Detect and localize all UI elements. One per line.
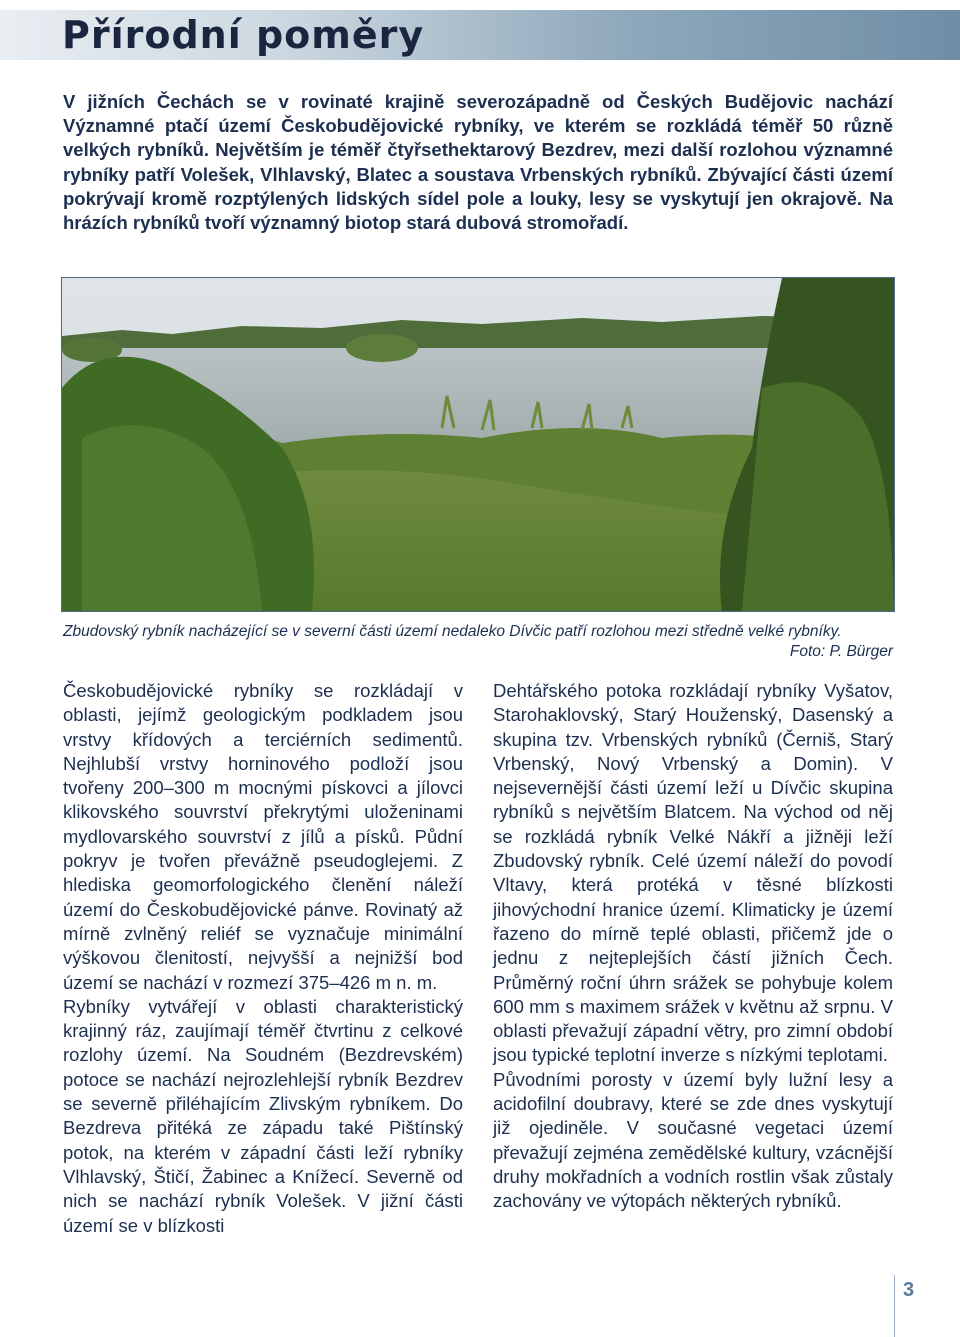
photo-credit: Foto: P. Bürger	[789, 643, 893, 660]
right-paragraph-2: Původními porosty v území byly lužní lesy a acidofilní doubravy, které se zde dnes vyskytují již ojediněle. V současné vegetaci území převažují zejména zemědělské kultury, vzácnější druhy mokřadních a vodních rostlin však zůstaly zachovány ve výtopách některých rybníků.	[493, 1068, 893, 1212]
page-number-rule	[894, 1275, 895, 1337]
right-paragraph-1: Dehtářského potoka rozkládají rybníky Vyšatov, Starohaklovský, Starý Houženský, Dasenský a skupina tzv. Vrbenských rybníků (Černiš, Starý Vrbenský, Nový Vrbenský a Domin). V nejsevernější části území leží u Dívčic skupina rybníků s největším Blatcem. Na východ od něj se rozkládá rybník Velké Nákří a jižněji leží Zbudovský rybník. Celé území náleží do povodí Vltavy, která protéká v těsné blízkosti jihovýchodní hranice území. Klimaticky je území řazeno do mírně teplé oblasti, přičemž jde o jednu z nejteplejších částí jižních Čech. Průměrný roční úhrn srážek se pohybuje kolem 600 mm s maximem srážek v květnu až srpnu. V oblasti převažují západní větry, pro zimní období jsou typické teplotní inverze s nízkými teplotami.	[493, 680, 893, 1066]
left-paragraph-1: Českobudějovické rybníky se rozkládají v oblasti, jejímž geologickým podkladem jsou vrstvy křídových a terciérních sedimentů. Nejhlubší vrstvy horninového podloží jsou tvořeny 200–300 m mocnými pískovci a jílovci klikovského souvrství překrytými uloženinami mydlovarského souvrství z jílů a písků. Půdní pokryv je tvořen převážně pseudoglejemi. Z hlediska geomorfologického členění náleží území do Českobudějovické pánve. Rovinatý až mírně zvlněný reliéf se vyznačuje minimální výškovou členitostí, nejvyšší a nejnižší bod území se nachází v rozmezí 375–426 m n. m.	[63, 680, 463, 993]
page-title: Přírodní poměry	[62, 13, 425, 57]
pond-photo	[61, 277, 895, 612]
body-column-left	[63, 679, 463, 1238]
body-column-right	[493, 679, 893, 1214]
left-paragraph-2: Rybníky vytvářejí v oblasti charakteristický krajinný ráz, zaujímají téměř čtvrtinu z celkové rozlohy území. Na Soudném (Bezdrevském) potoce se nachází nejrozlehlejší rybník Bezdrev se severně přiléhajícím Zlivským rybníkem. Do Bezdreva přitéká ze západu také Pištínský potok, na kterém v západní části leží rybníky Vlhlavský, Štičí, Žabinec a Knížecí. Severně od nich se nachází rybník Volešek. V jižní části území se v blízkosti	[63, 995, 463, 1236]
page-number: 3	[903, 1279, 915, 1301]
lead-paragraph	[63, 90, 893, 235]
photo-caption	[63, 622, 893, 662]
lead-text: V jižních Čechách se v rovinaté krajině severozápadně od Českých Budějovic nachází Významné ptačí území Českobudějovické rybníky, ve kterém se rozkládá téměř 50 různě velkých rybníků. Největším je téměř čtyřsethektarový Bezdrev, mezi další rozlohou významné rybníky patří Volešek, Vlhlavský, Blatec a soustava Vrbenských rybníků. Zbývající části území pokrývají kromě rozptýlených lidských sídel pole a louky, lesy se vyskytují jen okrajově. Na hrázích rybníků tvoří významný biotop stará dubová stromořadí.	[63, 91, 893, 234]
caption-text: Zbudovský rybník nacházející se v severní části území nedaleko Dívčic patří rozlohou mezi středně velké rybníky.	[63, 623, 842, 640]
